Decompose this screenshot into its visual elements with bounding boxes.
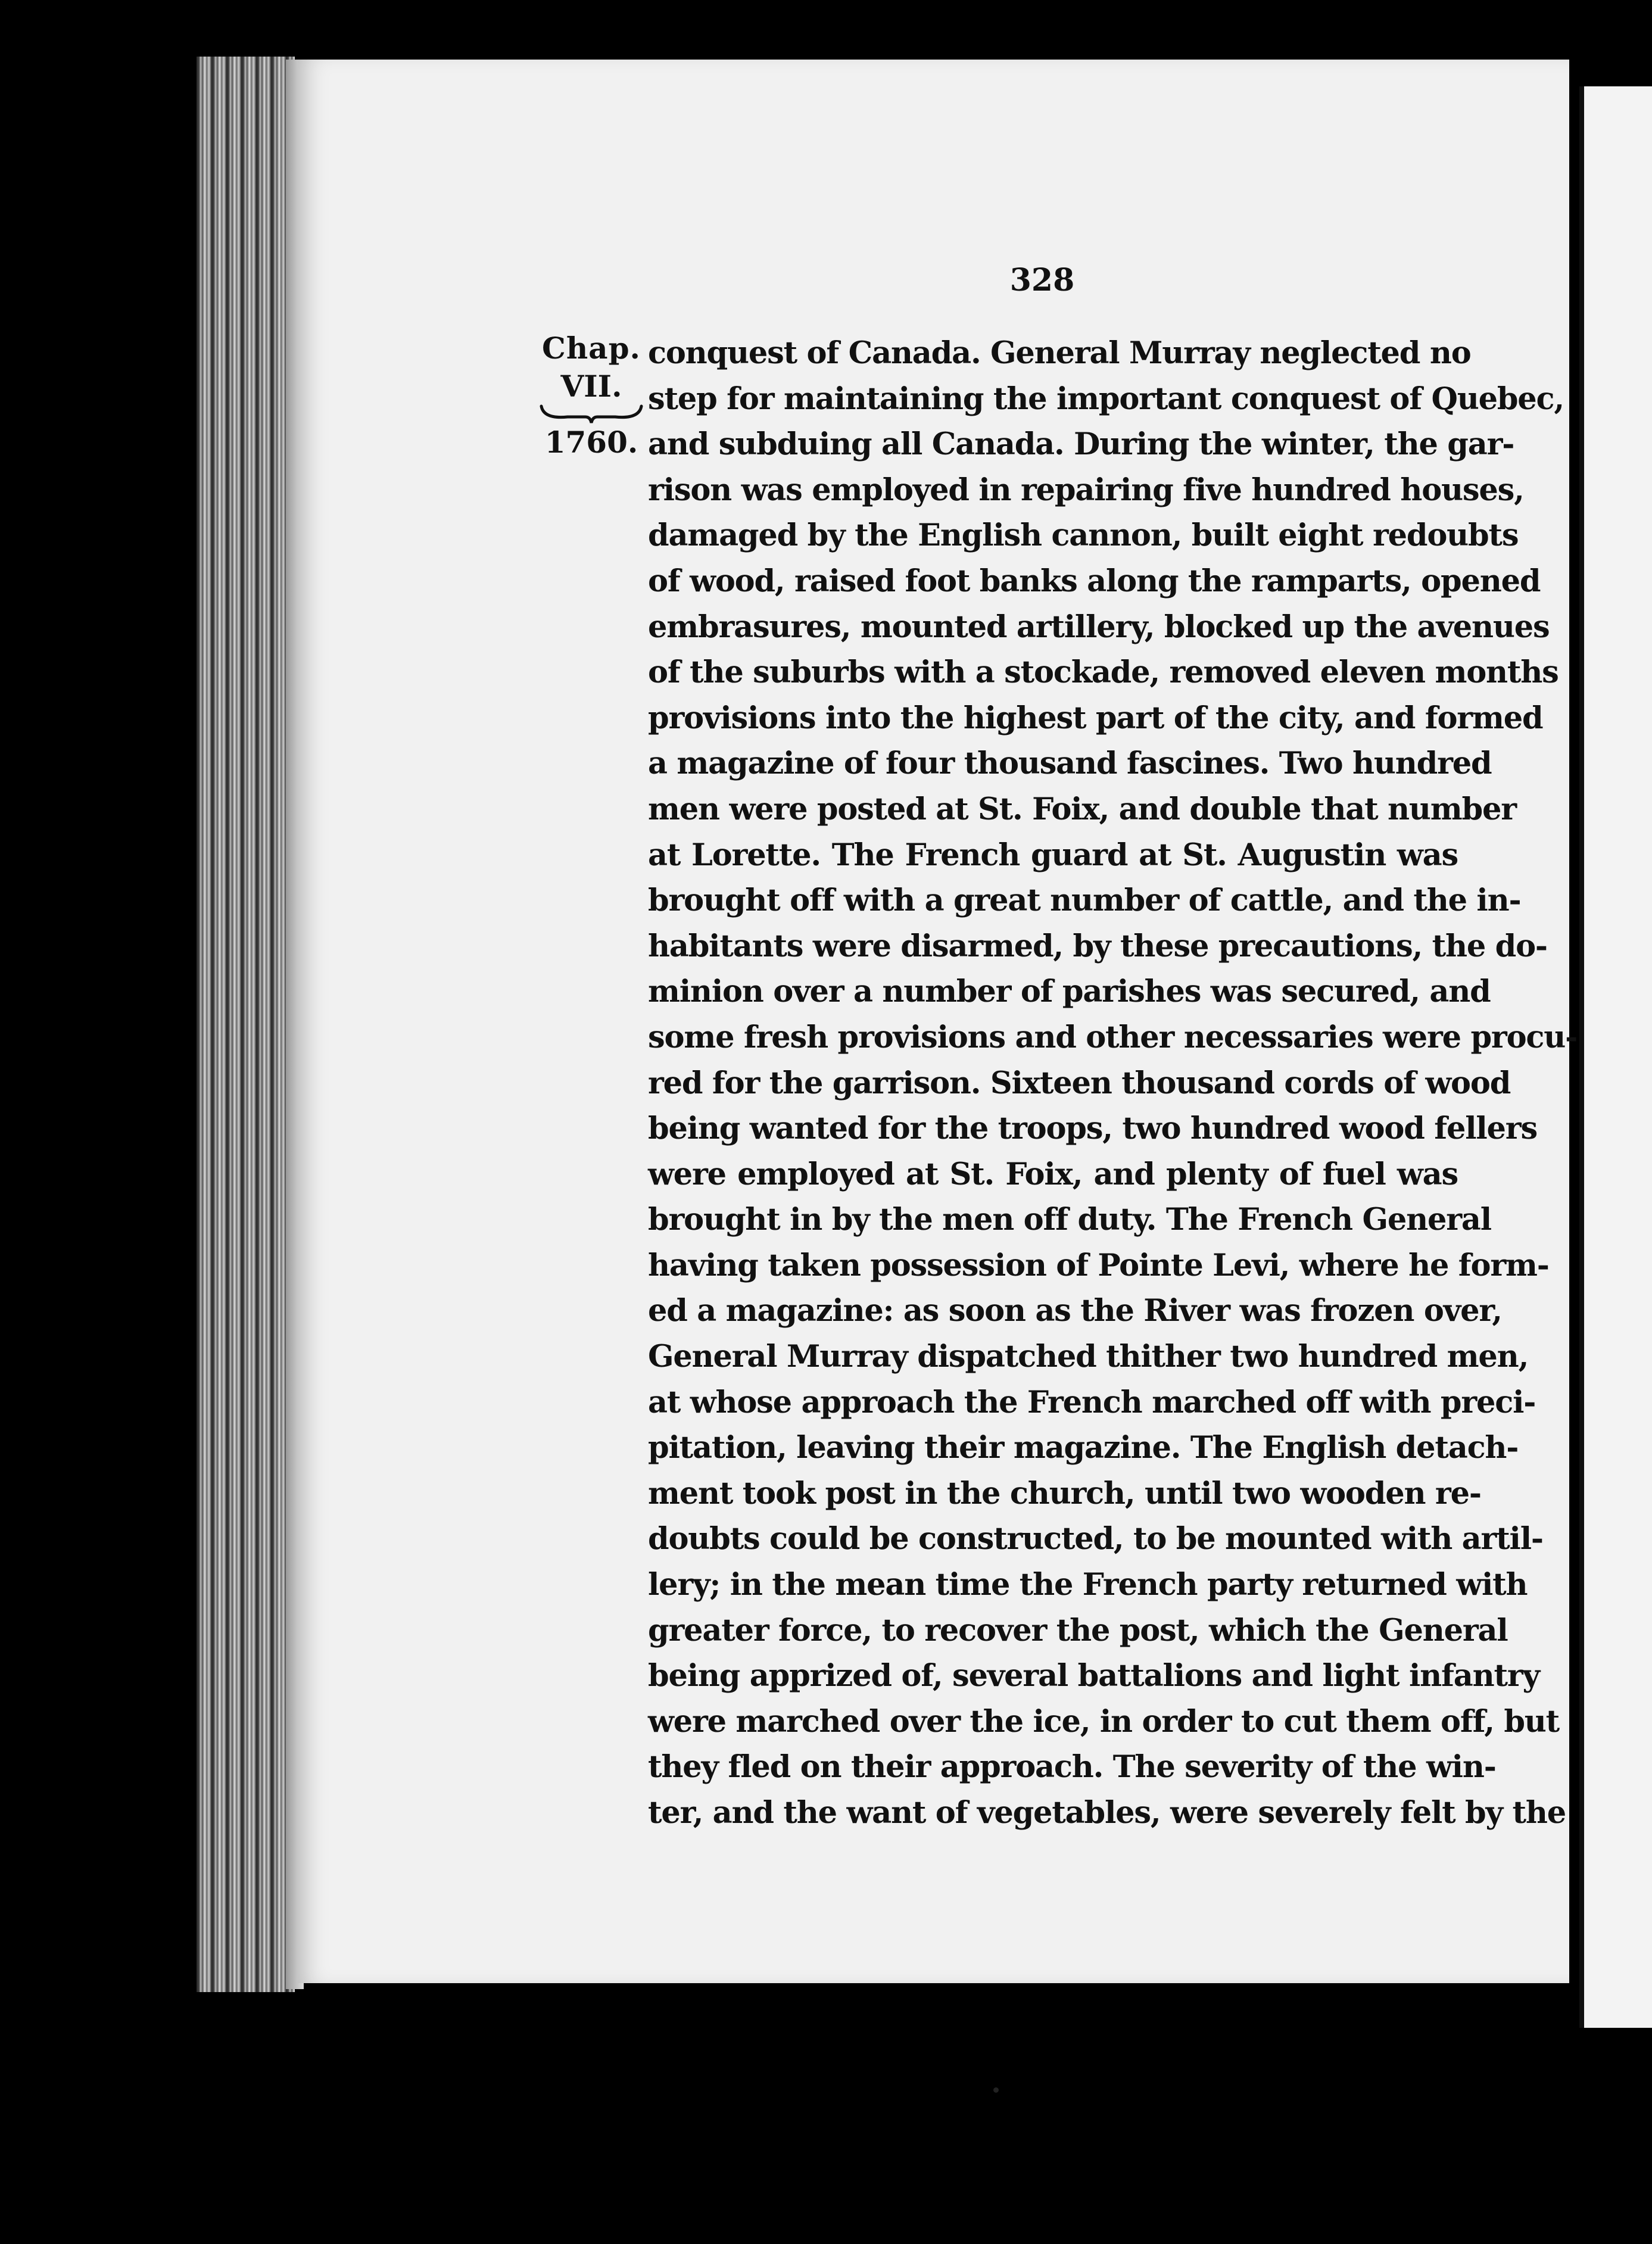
text-line: General Murray dispatched thither two hundred men, — [648, 1339, 1529, 1375]
text-line: pitation, leaving their magazine. The English detach- — [648, 1430, 1519, 1466]
text-line: greater force, to recover the post, which the General — [648, 1612, 1508, 1648]
text-line: having taken possession of Pointe Levi, where he form- — [648, 1247, 1549, 1283]
text-line: rison was employed in repairing five hundred houses, — [648, 472, 1524, 508]
text-line: ed a magazine: as soon as the River was frozen over, — [648, 1293, 1502, 1329]
page-number: 328 — [1009, 262, 1075, 298]
text-line: they fled on their approach. The severity of the win- — [648, 1749, 1496, 1785]
margin-chapter-label: Chap. — [542, 331, 641, 366]
text-line: and subduing all Canada. During the winter, the gar- — [648, 426, 1514, 463]
text-line: of the suburbs with a stockade, removed eleven months — [648, 654, 1559, 691]
text-line: embrasures, mounted artillery, blocked up the avenues — [648, 609, 1550, 645]
text-line: brought off with a great number of cattle, and the in- — [648, 883, 1521, 919]
text-line: step for maintaining the important conquest of Quebec, — [648, 381, 1564, 417]
margin-chapter-number: VII. — [560, 369, 622, 404]
text-line: lery; in the mean time the French party returned with — [648, 1567, 1528, 1603]
text-line: conquest of Canada. General Murray neglected no — [648, 335, 1471, 371]
text-line: minion over a number of parishes was secured, and — [648, 974, 1491, 1010]
text-line: habitants were disarmed, by these precautions, the do- — [648, 928, 1547, 964]
text-line: ment took post in the church, until two wooden re- — [648, 1475, 1481, 1511]
text-line: being wanted for the troops, two hundred wood fellers — [648, 1111, 1537, 1147]
margin-note — [532, 328, 651, 461]
margin-year: 1760. — [544, 425, 638, 460]
text-line: men were posted at St. Foix, and double that number — [648, 791, 1516, 827]
text-line: being apprized of, several battalions and light infantry — [648, 1658, 1539, 1694]
brace-icon — [538, 404, 645, 424]
text-line: doubts could be constructed, to be mounted with artil- — [648, 1521, 1543, 1557]
text-line: were marched over the ice, in order to cut them off, but — [648, 1703, 1560, 1740]
text-line: brought in by the men off duty. The French General — [648, 1202, 1491, 1238]
facing-page-edge — [1579, 86, 1652, 2028]
text-line: red for the garrison. Sixteen thousand cords of wood — [648, 1065, 1511, 1101]
page-edges — [197, 57, 295, 1992]
text-line: at Lorette. The French guard at St. Augustin was — [648, 837, 1458, 873]
ink-speck — [993, 2087, 999, 2093]
text-line: some fresh provisions and other necessaries were procu- — [648, 1019, 1578, 1055]
text-line: at whose approach the French marched off with preci- — [648, 1384, 1536, 1420]
text-line: were employed at St. Foix, and plenty of fuel was — [648, 1156, 1458, 1192]
body-text — [648, 331, 1578, 1836]
text-line: of wood, raised foot banks along the ramparts, opened — [648, 563, 1541, 599]
text-line: ter, and the want of vegetables, were severely felt by the — [648, 1795, 1566, 1831]
text-line: a magazine of four thousand fascines. Two hundred — [648, 746, 1492, 782]
text-line: provisions into the highest part of the city, and formed — [648, 700, 1543, 736]
text-line: damaged by the English cannon, built eight redoubts — [648, 518, 1519, 554]
